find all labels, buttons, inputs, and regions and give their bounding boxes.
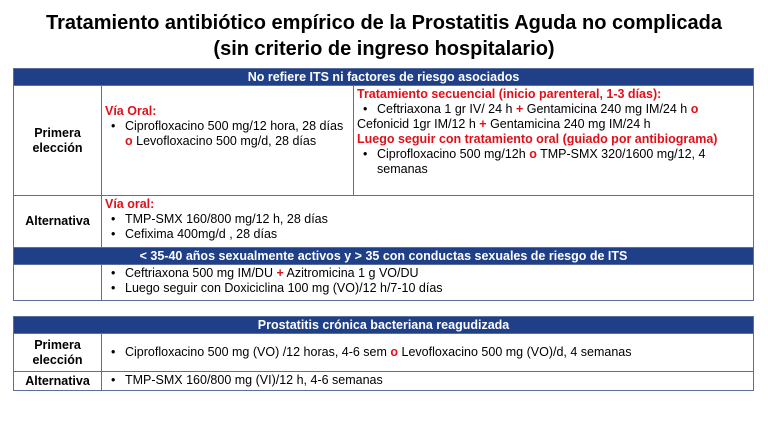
table1-subheader: < 35-40 años sexualmente activos y > 35 con conductas sexuales de riesgo de ITS xyxy=(14,248,754,265)
drug-text: Levofloxacino 500 mg/d, 28 días xyxy=(132,134,317,148)
sti-list xyxy=(105,266,750,296)
table1-subheader-row xyxy=(14,248,754,265)
table1-row-sti-risk xyxy=(14,265,754,301)
title-line-2: (sin criterio de ingreso hospitalario) xyxy=(213,38,555,60)
list-item xyxy=(105,119,350,149)
acute-prostatitis-table xyxy=(13,68,754,301)
table1-row-first-choice xyxy=(14,86,754,196)
row-label-first-choice: Primera elección xyxy=(14,86,102,196)
list-item xyxy=(357,147,750,177)
plus-text: + xyxy=(479,117,487,131)
drug-text: Cefonicid 1gr IM/12 h xyxy=(357,117,480,131)
page-title xyxy=(0,10,768,62)
drug-text: Gentamicina 240 mg IM/24 h xyxy=(523,102,691,116)
oral-title: Vía Oral: xyxy=(105,104,157,118)
sequential-list xyxy=(357,102,750,117)
row-label-alternative: Alternativa xyxy=(14,196,102,248)
drug-text: Ciprofloxacino 500 mg/12h xyxy=(377,147,530,161)
then-oral-list xyxy=(357,147,750,177)
drug-text: Ceftriaxona 500 mg IM/DU xyxy=(125,266,277,280)
empty-label-cell xyxy=(14,265,102,301)
table2-row-first-choice xyxy=(14,334,754,372)
oral-regimen-cell xyxy=(102,86,354,196)
then-oral-title: Luego seguir con tratamiento oral (guiado por antibiograma) xyxy=(357,132,718,146)
list-item: • TMP-SMX 160/800 mg/12 h, 28 días xyxy=(105,212,750,227)
alt-oral-title: Vía oral: xyxy=(105,197,155,211)
chronic-alt-list xyxy=(105,373,750,388)
drug-text: Gentamicina 240 mg IM/24 h xyxy=(486,117,651,131)
plus-text: + xyxy=(276,266,284,280)
list-item xyxy=(105,266,750,281)
alternative-regimen-cell xyxy=(102,196,754,248)
table1-header: No refiere ITS ni factores de riesgo asociados xyxy=(14,69,754,86)
sequential-regimen-cell xyxy=(354,86,754,196)
chronic-first-choice-cell xyxy=(102,334,754,372)
list-item: • Luego seguir con Doxiciclina 100 mg (VO)/12 h/7-10 días xyxy=(105,281,750,296)
list-item xyxy=(357,102,750,117)
drug-text: Levofloxacino 500 mg (VO)/d, 4 semanas xyxy=(398,344,632,359)
chronic-prostatitis-table xyxy=(13,316,754,391)
list-item: • TMP-SMX 160/800 mg (VI)/12 h, 4-6 semanas xyxy=(105,373,750,388)
table2-header: Prostatitis crónica bacteriana reagudizada xyxy=(14,317,754,334)
list-item: • Cefixima 400mg/d , 28 días xyxy=(105,227,750,242)
sequential-title: Tratamiento secuencial (inicio parenteral, 1-3 días): xyxy=(357,87,662,101)
row-label-first-choice: Primera elección xyxy=(14,334,102,372)
sti-regimen-cell xyxy=(102,265,754,301)
table2-header-row xyxy=(14,317,754,334)
plus-text: + xyxy=(515,102,524,116)
table1-row-alternative xyxy=(14,196,754,248)
oral-list xyxy=(105,119,350,149)
drug-text: Ciprofloxacino 500 mg/12 hora, 28 días xyxy=(125,119,344,133)
alt-oral-list xyxy=(105,212,750,242)
chronic-first-list xyxy=(105,345,750,360)
drug-text: TMP-SMX 320/1600 mg/12, 4 semanas xyxy=(377,147,706,176)
or-text: o xyxy=(390,344,399,359)
list-item xyxy=(105,345,750,360)
drug-text: Ciprofloxacino 500 mg (VO) /12 horas, 4-6 sem xyxy=(125,344,391,359)
or-text: o xyxy=(690,102,699,116)
chronic-alternative-cell xyxy=(102,372,754,391)
or-text: o xyxy=(125,134,133,148)
title-line-1: Tratamiento antibiótico empírico de la Prostatitis Aguda no complicada xyxy=(45,12,723,34)
or-text: o xyxy=(529,147,537,161)
sequential-line-2 xyxy=(357,117,750,132)
drug-text: Ceftriaxona 1 gr IV/ 24 h xyxy=(377,102,516,116)
row-label-alternative: Alternativa xyxy=(14,372,102,391)
table1-header-row xyxy=(14,69,754,86)
table2-row-alternative xyxy=(14,372,754,391)
drug-text: Azitromicina 1 g VO/DU xyxy=(283,266,419,280)
